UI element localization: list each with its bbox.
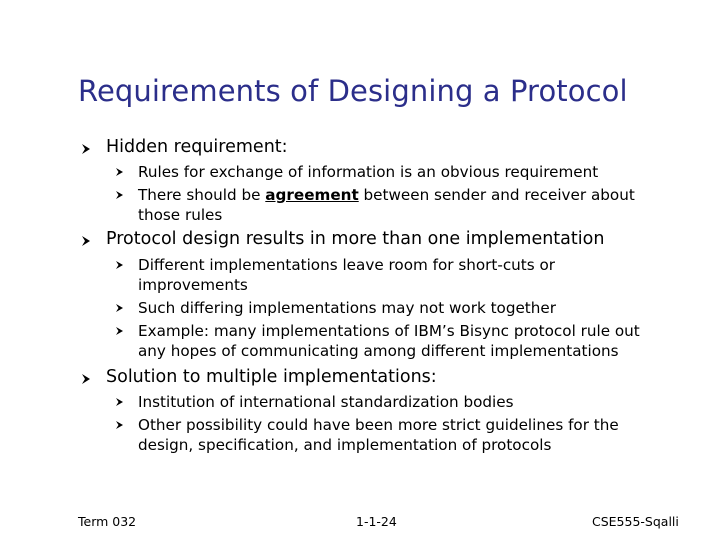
agreement-emphasis: agreement bbox=[265, 186, 359, 204]
arrowhead-bullet-icon bbox=[114, 303, 124, 313]
footer-page-number: 1-1-24 bbox=[356, 514, 397, 529]
sub-bullet-strict-guidelines: Other possibility could have been more strict guidelines for the design, specification, and implementation of protocols bbox=[138, 416, 619, 454]
sub-bullet-different-implementations: Different implementations leave room for short-cuts or improvements bbox=[138, 256, 556, 294]
bullet-protocol-design: Protocol design results in more than one implementation bbox=[106, 229, 605, 249]
arrowhead-bullet-icon bbox=[114, 260, 124, 270]
slide-title: Requirements of Designing a Protocol bbox=[78, 74, 628, 108]
arrowhead-bullet-icon bbox=[114, 167, 124, 177]
arrowhead-bullet-icon bbox=[80, 373, 92, 385]
bullet-solution: Solution to multiple implementations: bbox=[106, 367, 437, 387]
arrowhead-bullet-icon bbox=[114, 326, 124, 336]
bullet-hidden-requirement: Hidden requirement: bbox=[106, 137, 288, 157]
sub-bullet-standardization-bodies: Institution of international standardization bodies bbox=[138, 393, 514, 411]
footer-term: Term 032 bbox=[78, 514, 137, 529]
sub-bullet-differing-implementations: Such differing implementations may not work together bbox=[138, 299, 556, 317]
arrowhead-bullet-icon bbox=[114, 190, 124, 200]
sub-bullet-bisync-example: Example: many implementations of IBM’s Bisync protocol rule out any hopes of communicating among different implementations bbox=[138, 322, 640, 360]
footer-course: CSE555-Sqalli bbox=[592, 514, 679, 529]
arrowhead-bullet-icon bbox=[114, 420, 124, 430]
sub-bullet-rules-exchange: Rules for exchange of information is an obvious requirement bbox=[138, 163, 599, 181]
arrowhead-bullet-icon bbox=[114, 397, 124, 407]
arrowhead-bullet-icon bbox=[80, 143, 92, 155]
arrowhead-bullet-icon bbox=[80, 235, 92, 247]
sub-bullet-agreement: There should be agreement between sender and receiver about those rules bbox=[138, 186, 635, 224]
